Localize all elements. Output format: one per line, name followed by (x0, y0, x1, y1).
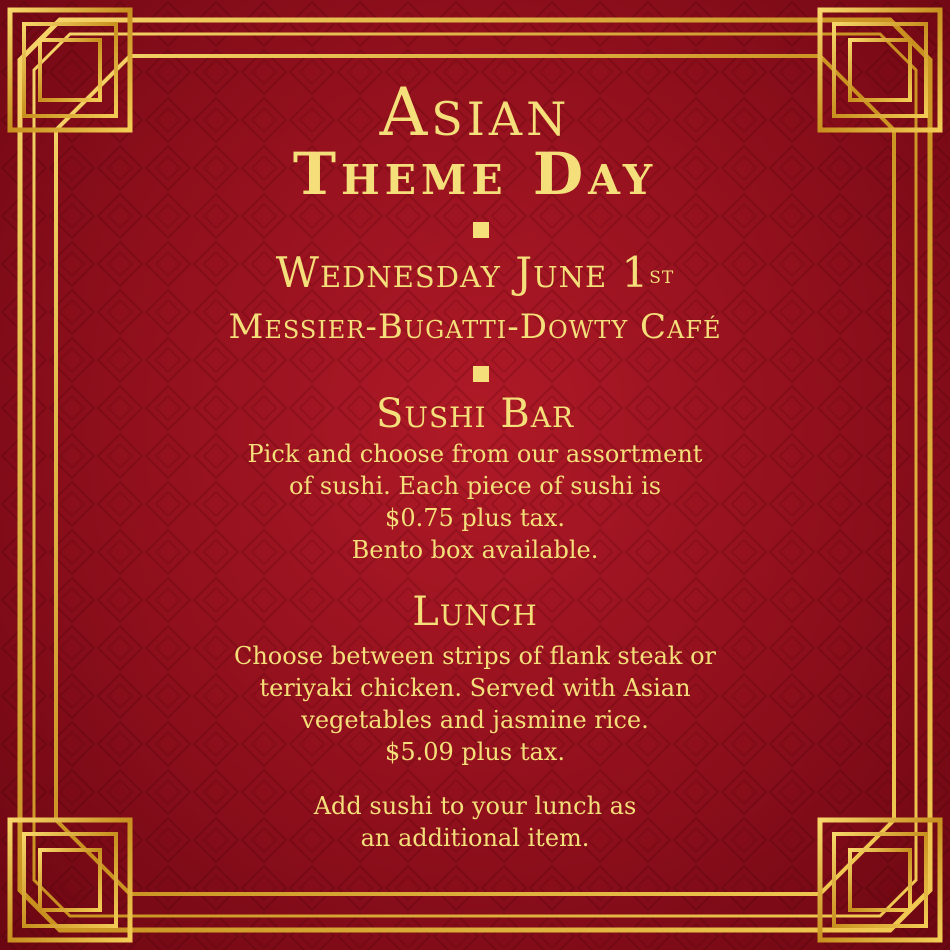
lunch-line: $5.09 plus tax. (385, 738, 565, 766)
lunch-line: teriyaki chicken. Served with Asian (259, 674, 691, 702)
lunch-line: Choose between strips of flank steak or (233, 642, 716, 670)
note-line: an additional item. (360, 824, 590, 852)
note-line: Add sushi to your lunch as (313, 792, 637, 820)
event-venue: Messier-Bugatti-Dowty Café (228, 307, 722, 347)
sushi-bar-description (0, 438, 950, 566)
event-date-text: Wednesday June 1 (275, 248, 650, 297)
lunch-title: Lunch (412, 589, 538, 635)
sushi-bar-line: $0.75 plus tax. (385, 504, 565, 532)
title-line-2: Theme Day (292, 140, 658, 208)
event-date (0, 248, 950, 298)
title-line-1: Asian (379, 74, 571, 151)
divider-square (473, 222, 489, 238)
lunch-description (0, 640, 950, 768)
sushi-bar-line: Pick and choose from our assortment (247, 440, 703, 468)
lunch-line: vegetables and jasmine rice. (301, 706, 649, 734)
add-sushi-note (0, 790, 950, 854)
divider-square (473, 366, 489, 382)
sushi-bar-line: of sushi. Each piece of sushi is (288, 472, 662, 500)
sushi-bar-title: Sushi Bar (375, 391, 575, 437)
sushi-bar-line: Bento box available. (351, 536, 599, 564)
event-date-suffix: st (649, 261, 675, 289)
